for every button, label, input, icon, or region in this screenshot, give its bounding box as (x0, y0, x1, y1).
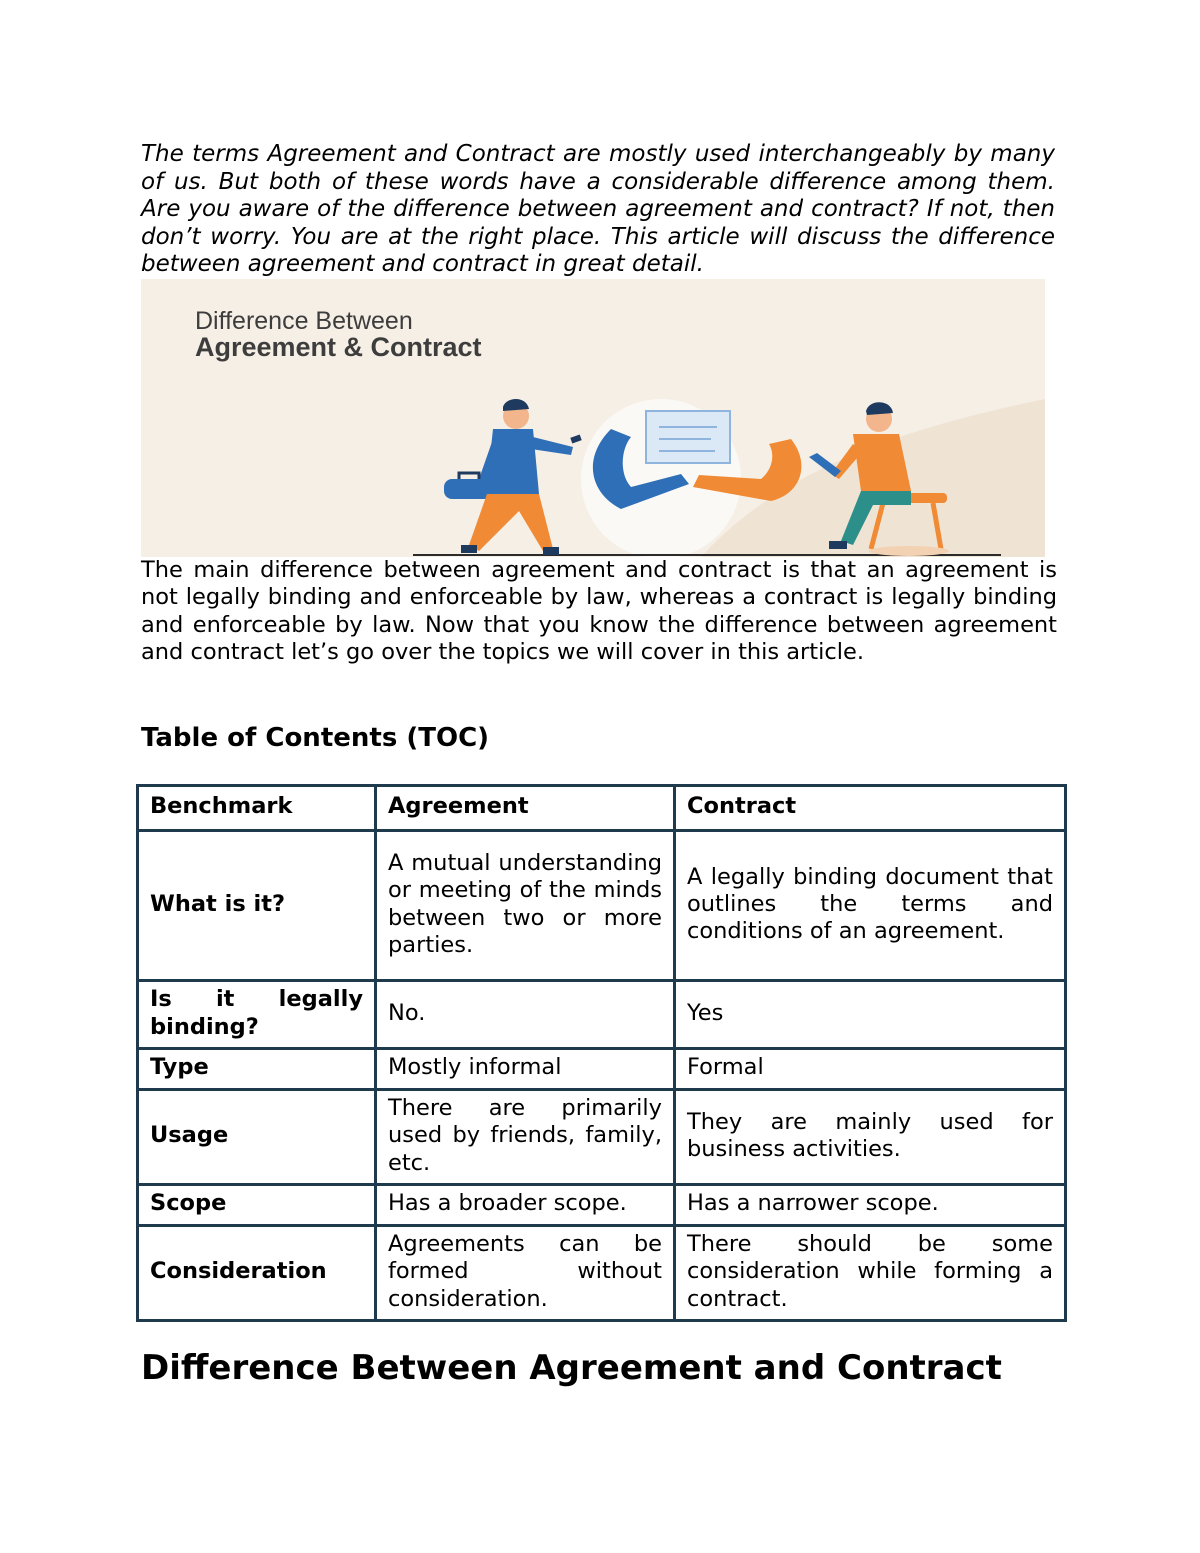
benchmark-cell: What is it? (138, 831, 376, 981)
agreement-cell: A mutual understanding or meeting of the minds between two or more parties. (376, 831, 675, 981)
banner-title-line2: Agreement & Contract (195, 332, 482, 362)
table-row (138, 1185, 1066, 1226)
contract-cell: Formal (675, 1049, 1066, 1090)
banner-title-line1: Difference Between (195, 307, 413, 335)
table-row (138, 1226, 1066, 1321)
benchmark-cell: Type (138, 1049, 376, 1090)
header-contract: Contract (675, 786, 1066, 831)
header-agreement: Agreement (376, 786, 675, 831)
benchmark-cell: Consideration (138, 1226, 376, 1321)
agreement-cell: Mostly informal (376, 1049, 675, 1090)
agreement-cell: Has a broader scope. (376, 1185, 675, 1226)
contract-cell: There should be some consideration while forming a contract. (675, 1226, 1066, 1321)
intro-paragraph: The terms Agreement and Contract are mostly used interchangeably by many of us. But both of these words have a considerable difference among them. Are you aware of the difference between agreement and contract? If not, then don’t worry. You are at the right place. This article will discuss the difference between agreement and contract in great detail. (141, 141, 1055, 277)
benchmark-cell: Usage (138, 1090, 376, 1185)
contract-cell: Yes (675, 981, 1066, 1049)
contract-cell: A legally binding document that outlines the terms and conditions of an agreement. (675, 831, 1066, 981)
section-heading: Difference Between Agreement and Contract (141, 1348, 1002, 1388)
document-icon (646, 411, 730, 463)
header-benchmark: Benchmark (138, 786, 376, 831)
main-difference-paragraph: The main difference between agreement and contract is that an agreement is not legally binding and enforceable by law, whereas a contract is legally binding and enforceable by law. Now that you know the difference between agreement and contract let’s go over the topics we will cover in this article. (141, 557, 1057, 665)
table-row (138, 831, 1066, 981)
agreement-cell: No. (376, 981, 675, 1049)
table-row (138, 1090, 1066, 1185)
comparison-table (136, 784, 1067, 1322)
table-header-row (138, 786, 1066, 831)
table-row (138, 981, 1066, 1049)
agreement-cell: There are primarily used by friends, family, etc. (376, 1090, 675, 1185)
table-row (138, 1049, 1066, 1090)
toc-heading: Table of Contents (TOC) (141, 723, 490, 753)
benchmark-cell: Scope (138, 1185, 376, 1226)
benchmark-cell: Is it legally binding? (138, 981, 376, 1049)
agreement-contract-banner (141, 279, 1045, 557)
agreement-cell: Agreements can be formed without consideration. (376, 1226, 675, 1321)
contract-cell: Has a narrower scope. (675, 1185, 1066, 1226)
contract-cell: They are mainly used for business activities. (675, 1090, 1066, 1185)
